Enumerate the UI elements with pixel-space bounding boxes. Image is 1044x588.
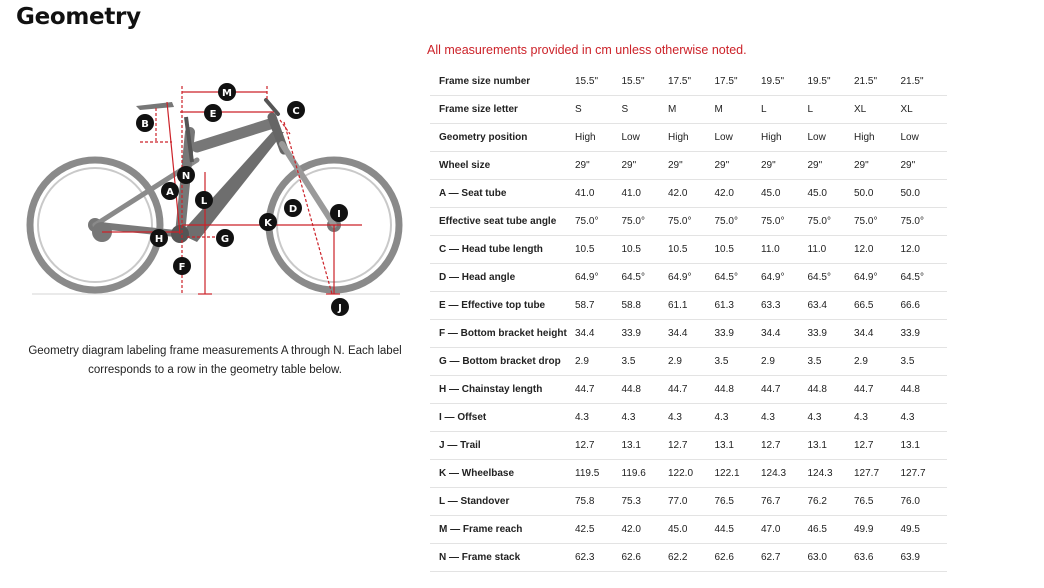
table-cell: 4.3 xyxy=(761,404,808,432)
table-cell: 63.0 xyxy=(808,544,855,572)
svg-text:L: L xyxy=(200,196,208,207)
diagram-label-l xyxy=(195,191,213,209)
svg-text:G: G xyxy=(220,234,230,245)
table-cell: 44.7 xyxy=(668,376,715,404)
table-cell: 75.8 xyxy=(575,488,622,516)
table-cell: 62.2 xyxy=(668,544,715,572)
table-cell: 64.5° xyxy=(901,264,948,292)
diagram-label-n xyxy=(177,166,195,184)
table-cell: 12.7 xyxy=(854,432,901,460)
svg-text:N: N xyxy=(181,171,191,182)
table-cell: 75.0° xyxy=(808,208,855,236)
table-cell: M xyxy=(715,96,762,124)
table-cell: 21.5" xyxy=(901,68,948,96)
table-cell: 2.9 xyxy=(854,348,901,376)
table-cell: 122.1 xyxy=(715,460,762,488)
table-cell: 29" xyxy=(901,152,948,180)
diagram-label-g xyxy=(216,229,234,247)
diagram-label-d xyxy=(284,199,302,217)
table-cell: 3.5 xyxy=(901,348,948,376)
row-label: Geometry position xyxy=(430,124,575,152)
svg-text:A: A xyxy=(166,187,174,198)
table-cell: 76.2 xyxy=(808,488,855,516)
table-cell: L xyxy=(808,96,855,124)
table-row xyxy=(430,292,947,320)
table-cell: 50.0 xyxy=(854,180,901,208)
row-label: A — Seat tube xyxy=(430,180,575,208)
table-cell: 2.9 xyxy=(575,348,622,376)
svg-text:B: B xyxy=(141,119,149,130)
diagram-caption: Geometry diagram labeling frame measurements A through N. Each label corresponds to a row in the geometry table below. xyxy=(28,345,402,376)
table-cell: 75.0° xyxy=(854,208,901,236)
table-cell: 44.8 xyxy=(715,376,762,404)
table-cell: 124.3 xyxy=(808,460,855,488)
table-cell: High xyxy=(854,124,901,152)
table-row xyxy=(430,348,947,376)
table-row xyxy=(430,544,947,572)
table-cell: S xyxy=(575,96,622,124)
table-cell: 13.1 xyxy=(808,432,855,460)
table-cell: 12.7 xyxy=(761,432,808,460)
table-cell: 4.3 xyxy=(854,404,901,432)
table-cell: 21.5" xyxy=(854,68,901,96)
table-cell: 75.0° xyxy=(761,208,808,236)
table-cell: 127.7 xyxy=(854,460,901,488)
table-cell: High xyxy=(668,124,715,152)
table-cell: 2.9 xyxy=(668,348,715,376)
table-cell: High xyxy=(761,124,808,152)
table-cell: 76.5 xyxy=(854,488,901,516)
table-cell: 75.0° xyxy=(901,208,948,236)
units-note: All measurements provided in cm unless otherwise noted. xyxy=(427,43,747,57)
table-row xyxy=(430,488,947,516)
table-cell: 77.0 xyxy=(668,488,715,516)
bike-geometry-diagram xyxy=(22,72,422,322)
svg-text:D: D xyxy=(288,204,298,215)
svg-text:K: K xyxy=(264,218,272,229)
table-cell: 76.7 xyxy=(761,488,808,516)
table-cell: 75.0° xyxy=(575,208,622,236)
table-cell: 3.5 xyxy=(715,348,762,376)
table-cell: 12.7 xyxy=(575,432,622,460)
table-row xyxy=(430,376,947,404)
table-cell: 58.8 xyxy=(622,292,669,320)
table-cell: 75.0° xyxy=(622,208,669,236)
table-cell: 62.6 xyxy=(622,544,669,572)
diagram-label-e xyxy=(204,104,222,122)
table-cell: 10.5 xyxy=(622,236,669,264)
table-cell: 33.9 xyxy=(715,320,762,348)
row-label: N — Frame stack xyxy=(430,544,575,572)
table-cell: High xyxy=(575,124,622,152)
table-cell: 44.7 xyxy=(761,376,808,404)
table-cell: 75.0° xyxy=(715,208,762,236)
svg-text:F: F xyxy=(178,262,186,273)
svg-text:I: I xyxy=(337,209,341,220)
table-cell: 64.9° xyxy=(854,264,901,292)
table-cell: 2.9 xyxy=(761,348,808,376)
table-cell: Low xyxy=(715,124,762,152)
table-cell: 62.3 xyxy=(575,544,622,572)
row-label: J — Trail xyxy=(430,432,575,460)
table-cell: 29" xyxy=(808,152,855,180)
table-row xyxy=(430,404,947,432)
table-cell: L xyxy=(761,96,808,124)
table-cell: 33.9 xyxy=(622,320,669,348)
table-row xyxy=(430,208,947,236)
row-label: K — Wheelbase xyxy=(430,460,575,488)
table-cell: 63.4 xyxy=(808,292,855,320)
table-row xyxy=(430,236,947,264)
table-cell: 41.0 xyxy=(575,180,622,208)
table-cell: 124.3 xyxy=(761,460,808,488)
table-cell: 34.4 xyxy=(854,320,901,348)
table-cell: 15.5" xyxy=(622,68,669,96)
table-cell: 61.3 xyxy=(715,292,762,320)
table-cell: 11.0 xyxy=(808,236,855,264)
table-cell: 64.5° xyxy=(808,264,855,292)
table-cell: 4.3 xyxy=(808,404,855,432)
table-cell: 119.6 xyxy=(622,460,669,488)
row-label: Effective seat tube angle xyxy=(430,208,575,236)
table-cell: 13.1 xyxy=(901,432,948,460)
table-cell: 12.7 xyxy=(668,432,715,460)
table-cell: 64.9° xyxy=(761,264,808,292)
table-cell: 63.9 xyxy=(901,544,948,572)
table-row xyxy=(430,68,947,96)
table-cell: 44.5 xyxy=(715,516,762,544)
table-cell: 62.7 xyxy=(761,544,808,572)
row-label: Frame size number xyxy=(430,68,575,96)
table-cell: 4.3 xyxy=(901,404,948,432)
row-label: C — Head tube length xyxy=(430,236,575,264)
diagram-label-m xyxy=(218,83,236,101)
table-cell: 13.1 xyxy=(622,432,669,460)
table-cell: 10.5 xyxy=(575,236,622,264)
table-cell: 34.4 xyxy=(761,320,808,348)
table-cell: XL xyxy=(901,96,948,124)
row-label: L — Standover xyxy=(430,488,575,516)
row-label: M — Frame reach xyxy=(430,516,575,544)
table-cell: M xyxy=(668,96,715,124)
table-row xyxy=(430,320,947,348)
table-cell: 42.0 xyxy=(622,516,669,544)
row-label: D — Head angle xyxy=(430,264,575,292)
table-cell: 64.9° xyxy=(575,264,622,292)
table-cell: 45.0 xyxy=(808,180,855,208)
table-cell: 4.3 xyxy=(575,404,622,432)
geometry-table xyxy=(430,68,947,572)
table-cell: 66.5 xyxy=(854,292,901,320)
table-cell: 44.7 xyxy=(575,376,622,404)
table-cell: 44.8 xyxy=(901,376,948,404)
table-cell: 127.7 xyxy=(901,460,948,488)
table-cell: 58.7 xyxy=(575,292,622,320)
page-title: Geometry xyxy=(16,4,141,30)
row-label: Wheel size xyxy=(430,152,575,180)
table-cell: Low xyxy=(622,124,669,152)
table-row xyxy=(430,96,947,124)
table-cell: 64.5° xyxy=(715,264,762,292)
table-cell: 10.5 xyxy=(715,236,762,264)
table-cell: 45.0 xyxy=(761,180,808,208)
table-cell: Low xyxy=(901,124,948,152)
table-cell: 44.8 xyxy=(808,376,855,404)
row-label: Frame size letter xyxy=(430,96,575,124)
table-row xyxy=(430,180,947,208)
table-row xyxy=(430,516,947,544)
row-label: I — Offset xyxy=(430,404,575,432)
svg-text:J: J xyxy=(338,303,342,314)
table-cell: 29" xyxy=(575,152,622,180)
table-cell: 76.0 xyxy=(901,488,948,516)
diagram-label-f xyxy=(173,257,191,275)
table-cell: S xyxy=(622,96,669,124)
table-cell: 34.4 xyxy=(668,320,715,348)
table-cell: 13.1 xyxy=(715,432,762,460)
table-cell: 4.3 xyxy=(622,404,669,432)
table-cell: 17.5" xyxy=(715,68,762,96)
table-cell: 12.0 xyxy=(854,236,901,264)
row-label: G — Bottom bracket drop xyxy=(430,348,575,376)
table-cell: 34.4 xyxy=(575,320,622,348)
table-cell: 62.6 xyxy=(715,544,762,572)
row-label: H — Chainstay length xyxy=(430,376,575,404)
table-cell: Low xyxy=(808,124,855,152)
table-cell: 63.3 xyxy=(761,292,808,320)
table-cell: 12.0 xyxy=(901,236,948,264)
svg-text:M: M xyxy=(222,88,232,99)
table-cell: 46.5 xyxy=(808,516,855,544)
table-cell: 3.5 xyxy=(808,348,855,376)
row-label: E — Effective top tube xyxy=(430,292,575,320)
table-cell: XL xyxy=(854,96,901,124)
table-cell: 49.5 xyxy=(901,516,948,544)
table-cell: 33.9 xyxy=(901,320,948,348)
table-cell: 29" xyxy=(761,152,808,180)
diagram-label-b xyxy=(136,114,154,132)
table-row xyxy=(430,264,947,292)
table-cell: 4.3 xyxy=(668,404,715,432)
table-cell: 15.5" xyxy=(575,68,622,96)
table-row xyxy=(430,152,947,180)
table-cell: 61.1 xyxy=(668,292,715,320)
table-cell: 119.5 xyxy=(575,460,622,488)
table-cell: 19.5" xyxy=(761,68,808,96)
table-cell: 11.0 xyxy=(761,236,808,264)
table-cell: 42.0 xyxy=(715,180,762,208)
table-cell: 64.9° xyxy=(668,264,715,292)
table-cell: 75.3 xyxy=(622,488,669,516)
table-cell: 42.0 xyxy=(668,180,715,208)
diagram-label-a xyxy=(161,182,179,200)
table-cell: 29" xyxy=(854,152,901,180)
table-cell: 29" xyxy=(622,152,669,180)
table-cell: 66.6 xyxy=(901,292,948,320)
table-cell: 41.0 xyxy=(622,180,669,208)
table-cell: 29" xyxy=(715,152,762,180)
table-cell: 45.0 xyxy=(668,516,715,544)
table-row xyxy=(430,460,947,488)
table-cell: 44.7 xyxy=(854,376,901,404)
table-cell: 75.0° xyxy=(668,208,715,236)
table-cell: 49.9 xyxy=(854,516,901,544)
table-cell: 47.0 xyxy=(761,516,808,544)
svg-text:C: C xyxy=(292,106,300,117)
table-cell: 4.3 xyxy=(715,404,762,432)
table-cell: 63.6 xyxy=(854,544,901,572)
table-cell: 50.0 xyxy=(901,180,948,208)
table-cell: 122.0 xyxy=(668,460,715,488)
geometry-table-body xyxy=(430,68,947,572)
table-cell: 42.5 xyxy=(575,516,622,544)
diagram-label-c xyxy=(287,101,305,119)
table-cell: 19.5" xyxy=(808,68,855,96)
table-cell: 33.9 xyxy=(808,320,855,348)
svg-text:E: E xyxy=(209,109,217,120)
diagram-label-i xyxy=(330,204,348,222)
row-label: F — Bottom bracket height xyxy=(430,320,575,348)
svg-text:H: H xyxy=(154,234,164,245)
table-cell: 64.5° xyxy=(622,264,669,292)
table-cell: 76.5 xyxy=(715,488,762,516)
table-row xyxy=(430,124,947,152)
table-cell: 3.5 xyxy=(622,348,669,376)
table-cell: 10.5 xyxy=(668,236,715,264)
table-cell: 17.5" xyxy=(668,68,715,96)
table-cell: 44.8 xyxy=(622,376,669,404)
table-row xyxy=(430,432,947,460)
table-cell: 29" xyxy=(668,152,715,180)
diagram-label-k xyxy=(259,213,277,231)
diagram-label-h xyxy=(150,229,168,247)
diagram-label-j xyxy=(331,298,349,316)
